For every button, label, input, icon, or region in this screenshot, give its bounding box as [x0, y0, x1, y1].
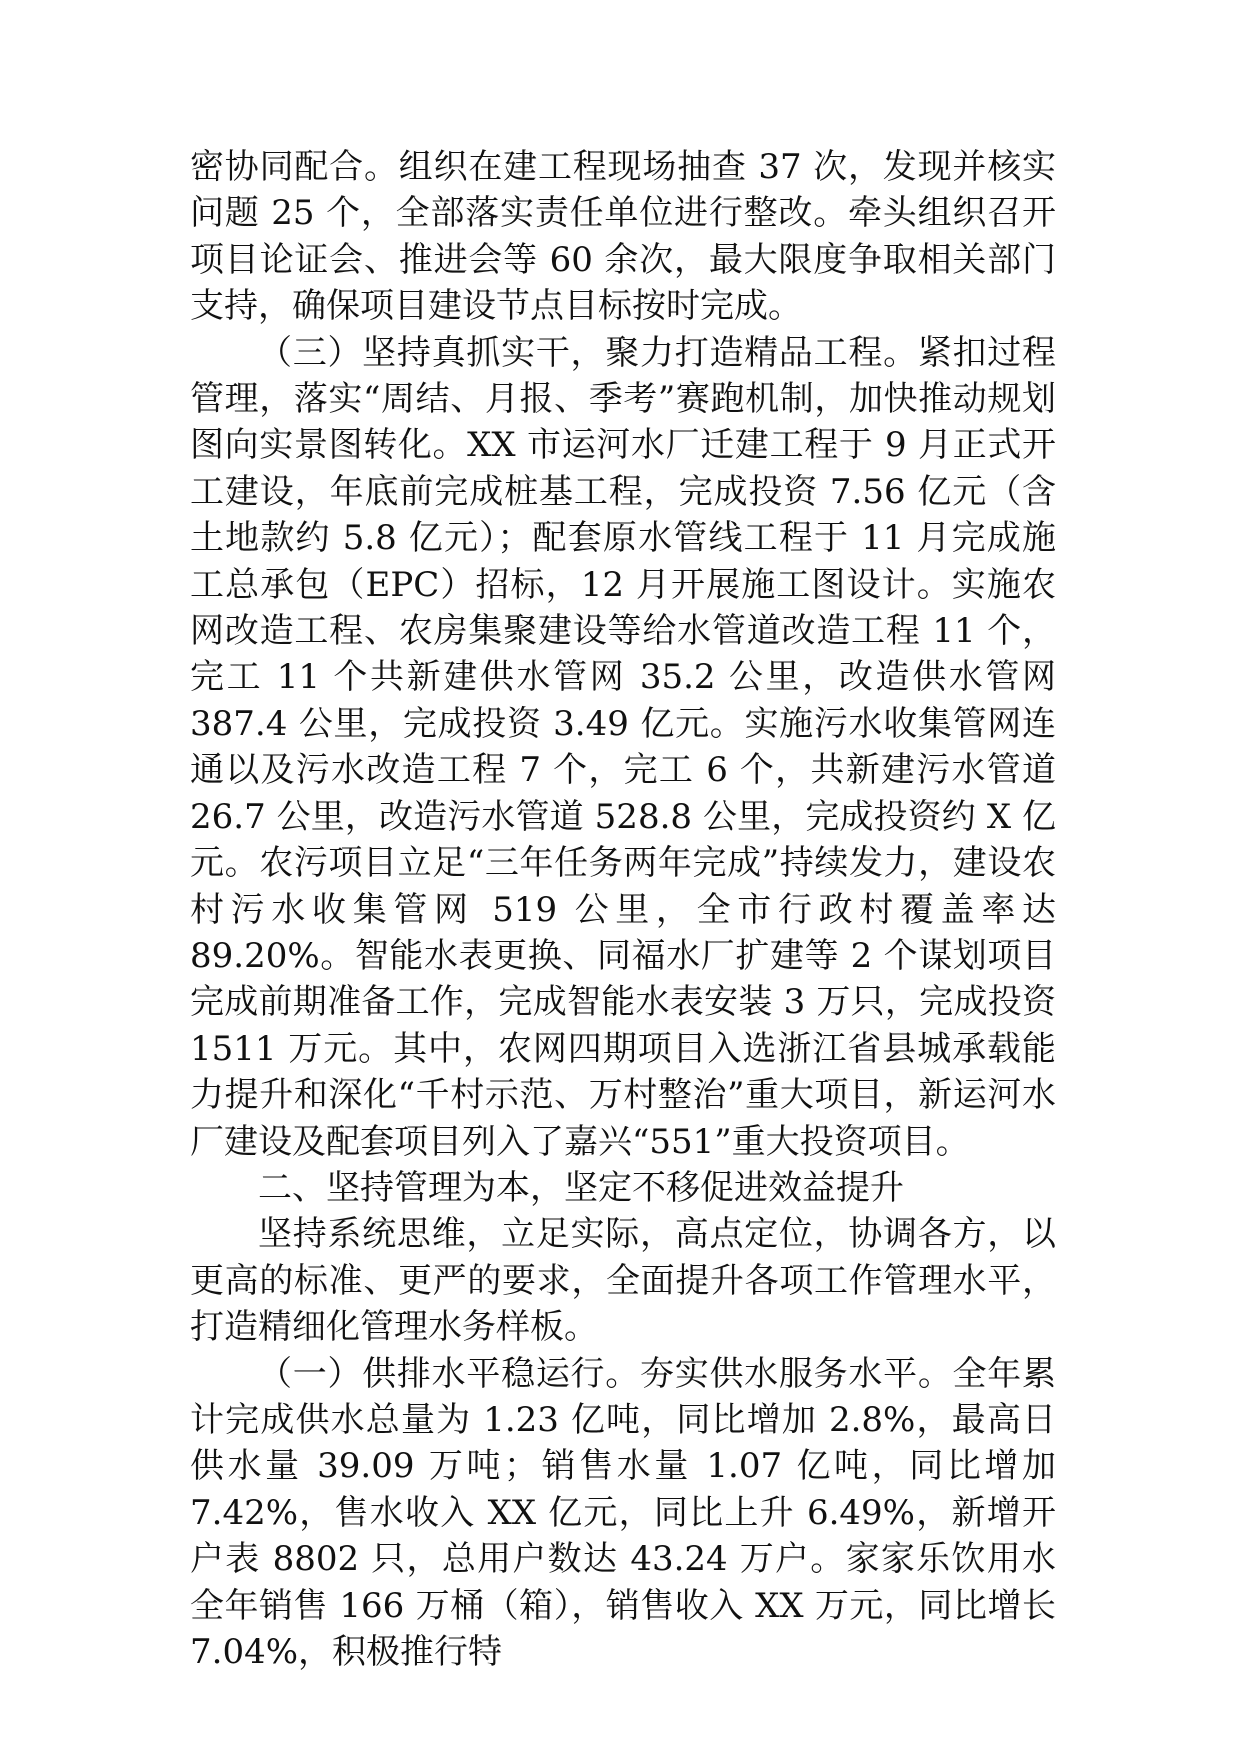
- paragraph-continuation: 密协同配合。组织在建工程现场抽查 37 次，发现并核实问题 25 个，全部落实责任单位进行整改。牵头组织召开项目论证会、推进会等 60 余次，最大限度争取相关部门支持，确保项目建设节点目标按时完成。: [190, 147, 1056, 327]
- paragraph-section-three: （三）坚持真抓实干，聚力打造精品工程。紧扣过程管理，落实“周结、月报、季考”赛跑机制，加快推动规划图向实景图转化。XX 市运河水厂迁建工程于 9 月正式开工建设，年底前完成桩基工程，完成投资 7.56 亿元（含土地款约 5.8 亿元）；配套原水管线工程于 11 月完成施工总承包（EPC）招标，12 月开展施工图设计。实施农网改造工程、农房集聚建设等给水管道改造工程 11 个，完工 11 个共新建供水管网 35.2 公里，改造供水管网 387.4 公里，完成投资 3.49 亿元。实施污水收集管网连通以及污水改造工程 7 个，完工 6 个，共新建污水管道 26.7 公里，改造污水管道 528.8 公里，完成投资约 X 亿元。农污项目立足“三年任务两年完成”持续发力，建设农村污水收集管网 519 公里，全市行政村覆盖率达 89.20%。智能水表更换、同福水厂扩建等 2 个谋划项目完成前期准备工作，完成智能水表安装 3 万只，完成投资 1511 万元。其中，农网四期项目入选浙江省县城承载能力提升和深化“千村示范、万村整治”重大项目，新运河水厂建设及配套项目列入了嘉兴“551”重大投资项目。: [190, 332, 1056, 1162]
- section-heading-two: 二、坚持管理为本，坚定不移促进效益提升: [258, 1167, 904, 1208]
- document-page: [190, 144, 1056, 1675]
- paragraph-subsection-one: （一）供排水平稳运行。夯实供水服务水平。全年累计完成供水总量为 1.23 亿吨，同比增加 2.8%，最高日供水量 39.09 万吨；销售水量 1.07 亿吨，同比增加 7.42%，售水收入 XX 亿元，同比上升 6.49%，新增开户表 8802 只，总用户数达 43.24 万户。家家乐饮用水全年销售 166 万桶（箱），销售收入 XX 万元，同比增长 7.04%，积极推行特: [190, 1353, 1056, 1672]
- paragraph-section-two-intro: 坚持系统思维，立足实际，高点定位，协调各方，以更高的标准、更严的要求，全面提升各项工作管理水平，打造精细化管理水务样板。: [190, 1214, 1056, 1348]
